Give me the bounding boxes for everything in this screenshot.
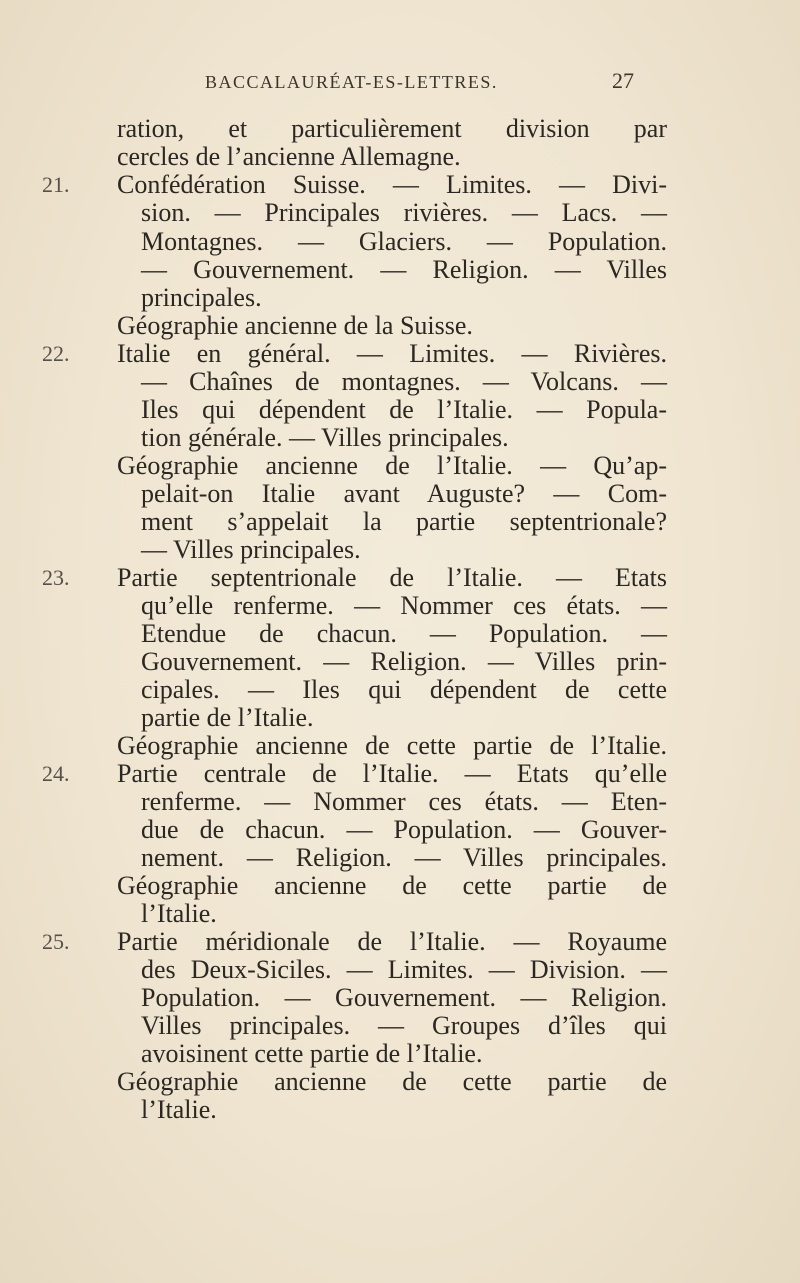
text-line: l’Italie. (141, 899, 217, 928)
running-title: BACCALAURÉAT-ES-LETTRES. (205, 72, 498, 92)
text-line: avoisinent cette partie de l’Italie. (141, 1039, 483, 1068)
entry-number: 24. (42, 761, 70, 786)
text-line: Gouvernement. — Religion. — Villes prin- (141, 647, 667, 676)
text-line: Iles qui dépendent de l’Italie. — Popula- (141, 395, 667, 424)
text-line: — Gouvernement. — Religion. — Villes (141, 255, 667, 284)
text-line: qu’elle renferme. — Nommer ces états. — (141, 591, 667, 620)
text-line: partie de l’Italie. (141, 703, 314, 732)
text-line: ment s’appelait la partie septentrionale? (141, 507, 667, 536)
entry-number: 25. (42, 929, 70, 954)
text-line: renferme. — Nommer ces états. — Eten- (141, 787, 667, 816)
text-line: Géographie ancienne de l’Italie. — Qu’ap- (117, 451, 667, 480)
text-line: cipales. — Iles qui dépendent de cette (141, 675, 667, 704)
text-line: ration, et particulièrement division par (117, 114, 667, 143)
text-line: Etendue de chacun. — Population. — (141, 619, 667, 648)
text-line: des Deux-Siciles. — Limites. — Division. — (141, 955, 667, 984)
text-line: Géographie ancienne de cette partie de l’Italie. (117, 731, 667, 760)
text-line: — Chaînes de montagnes. — Volcans. — (141, 367, 667, 396)
text-line: l’Italie. (141, 1095, 217, 1124)
text-line: Population. — Gouvernement. — Religion. (141, 983, 667, 1012)
text-line: Géographie ancienne de la Suisse. (117, 311, 473, 340)
text-line: Partie septentrionale de l’Italie. — Etats (117, 563, 667, 592)
text-line: Partie centrale de l’Italie. — Etats qu’elle (117, 759, 667, 788)
text-line: Italie en général. — Limites. — Rivières. (117, 339, 667, 368)
text-line: sion. — Principales rivières. — Lacs. — (141, 198, 667, 227)
entry-number: 21. (42, 172, 70, 197)
text-line: principales. (141, 283, 262, 312)
text-line: Partie méridionale de l’Italie. — Royaume (117, 927, 667, 956)
text-line: pelait-on Italie avant Auguste? — Com- (141, 479, 667, 508)
text-line: cercles de l’ancienne Allemagne. (117, 142, 461, 171)
text-line: due de chacun. — Population. — Gouver- (141, 815, 667, 844)
text-line: — Villes principales. (141, 535, 361, 564)
text-line: Géographie ancienne de cette partie de (117, 1067, 667, 1096)
text-line: Confédération Suisse. — Limites. — Divi- (117, 170, 667, 199)
text-line: Montagnes. — Glaciers. — Population. (141, 227, 667, 256)
text-line: Géographie ancienne de cette partie de (117, 871, 667, 900)
text-line: nement. — Religion. — Villes principales. (141, 843, 667, 872)
page-number: 27 (612, 68, 634, 93)
entry-number: 22. (42, 341, 70, 366)
text-line: Villes principales. — Groupes d’îles qui (141, 1011, 667, 1040)
entry-number: 23. (42, 565, 70, 590)
text-line: tion générale. — Villes principales. (141, 423, 509, 452)
